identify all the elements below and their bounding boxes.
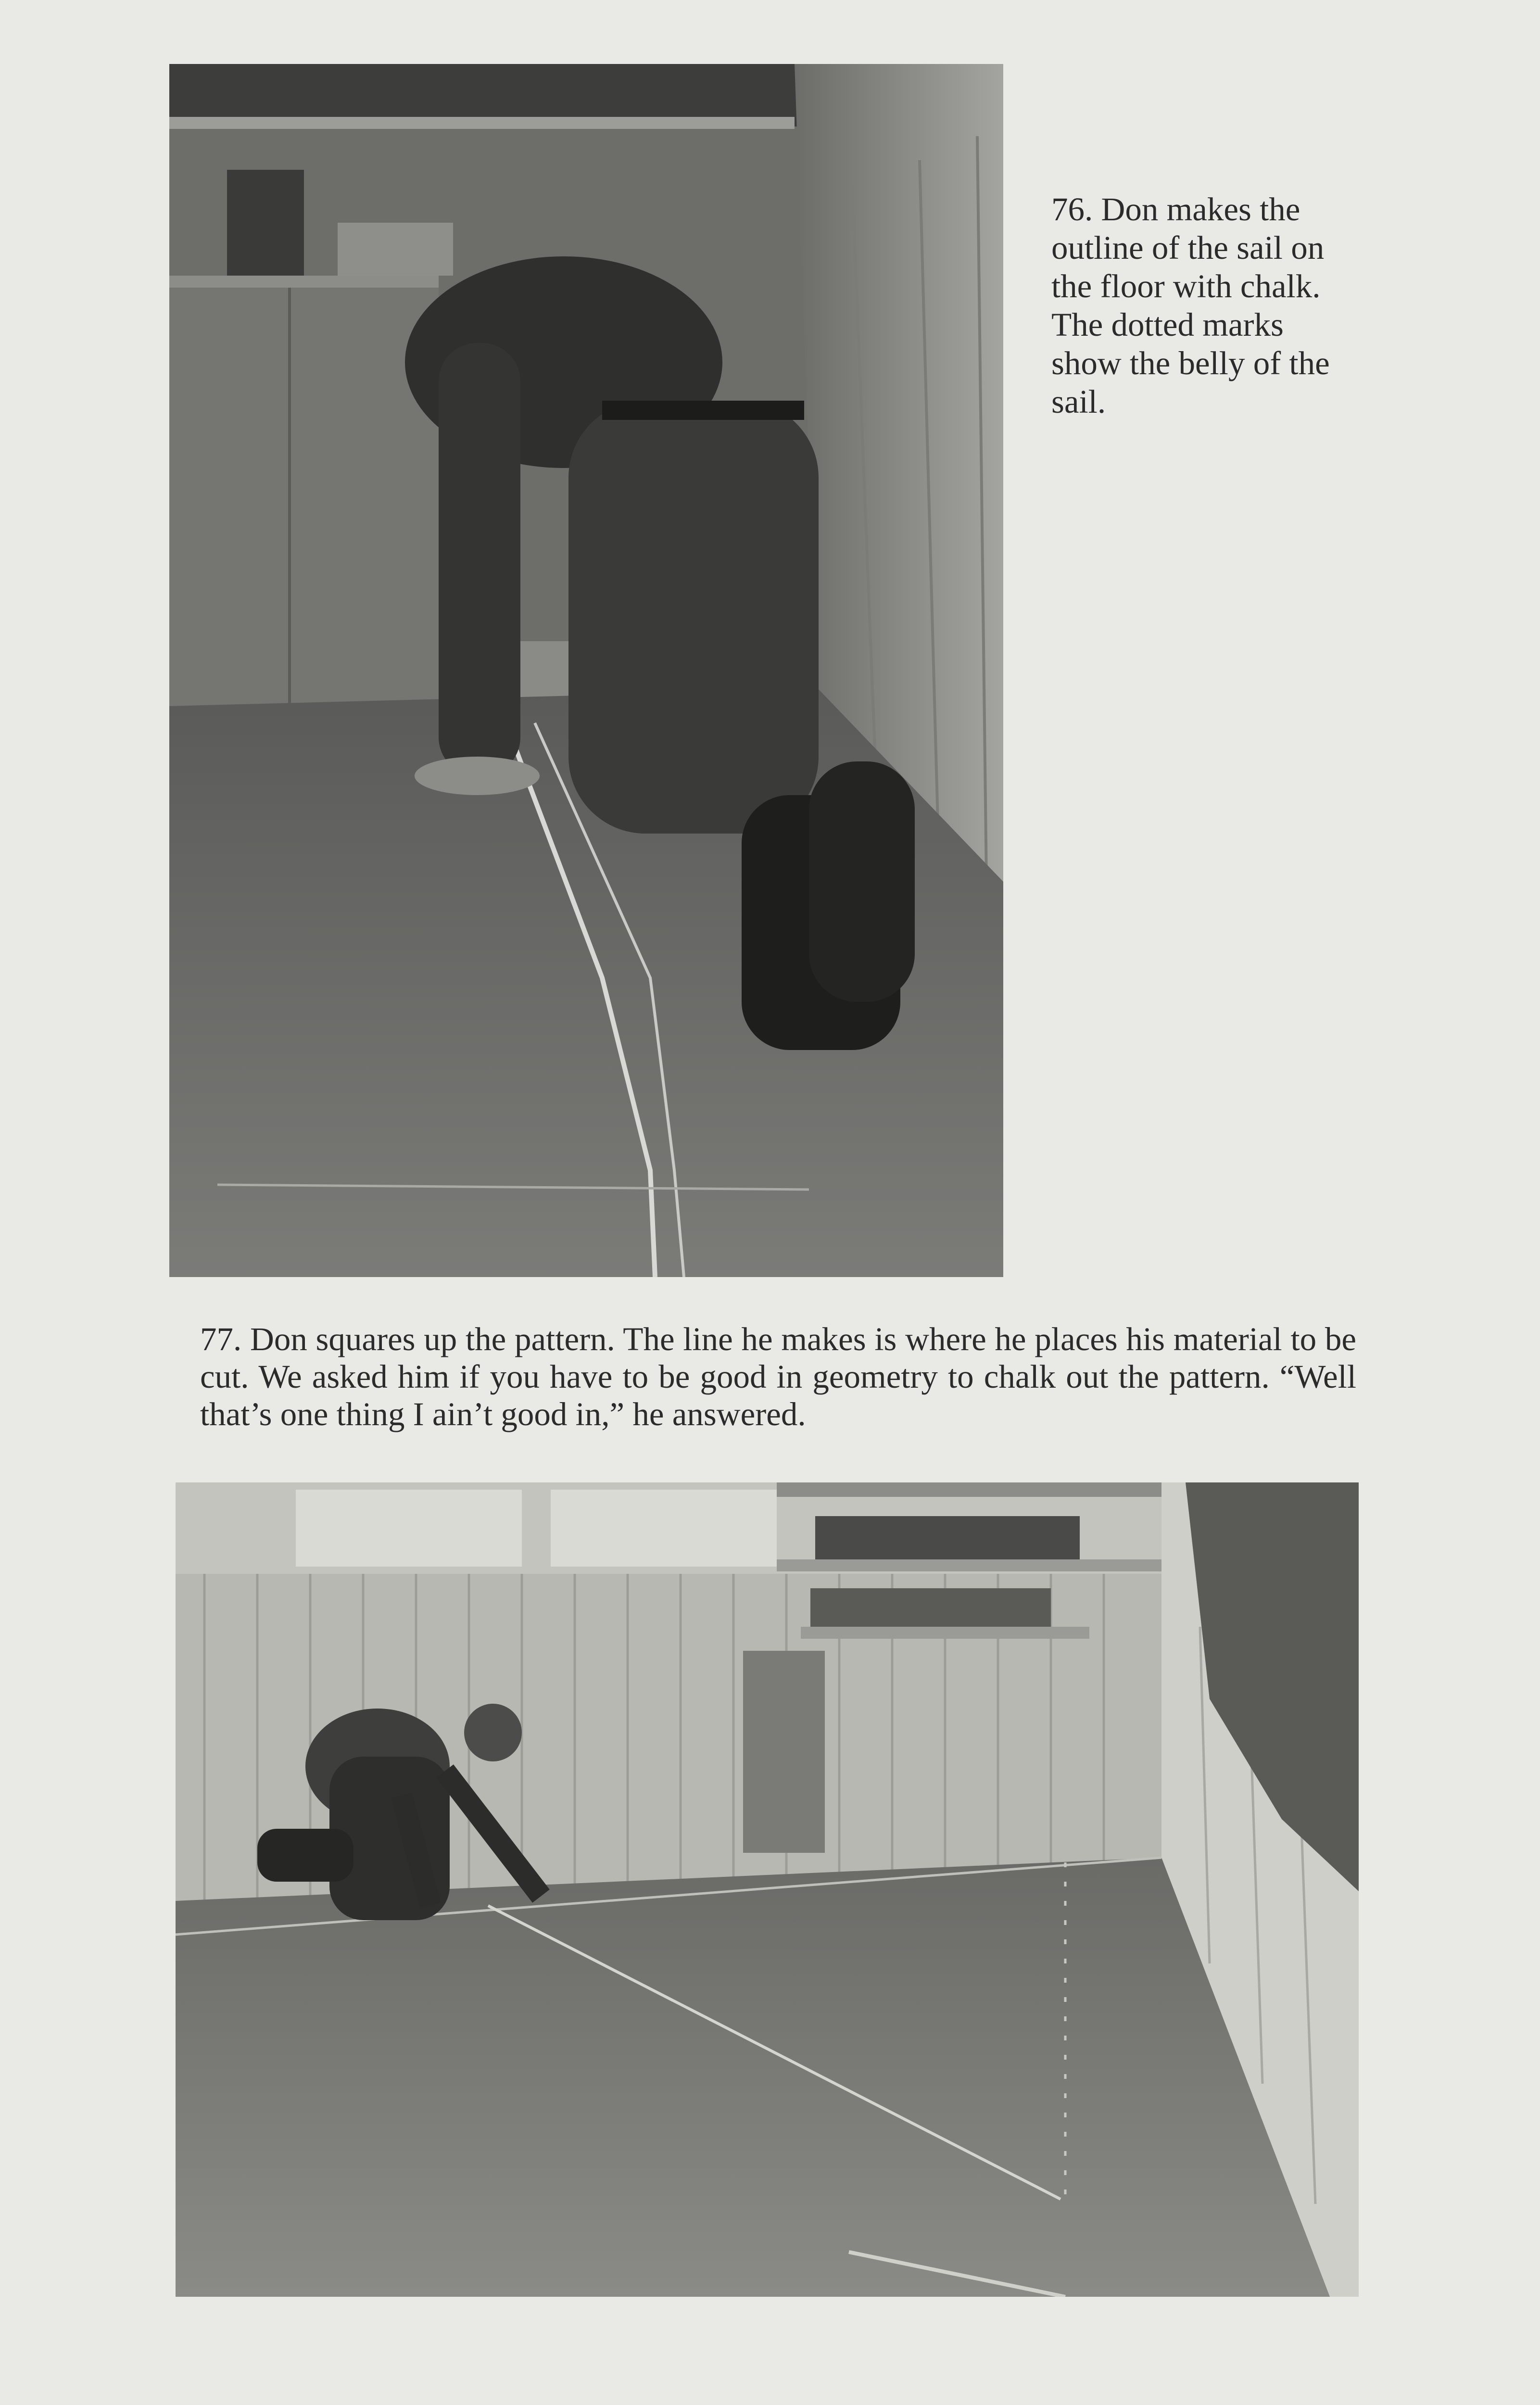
figure-77-caption: 77. Don squares up the pattern. The line he makes is where he places his material to be cut. We asked him if you have to be good in geometry to chalk out the pattern. “Well that’s one thing I ain’t good in,” he answered. (200, 1321, 1356, 1432)
figure-76-caption: 76. Don makes the outline of the sail on the floor with chalk. The dotted marks show the belly of the sail. (1051, 191, 1330, 420)
photo-76-man-chalking-sail-outline (169, 64, 1003, 1277)
photo-76-illustration (169, 64, 1003, 1277)
photo-77-illustration (176, 1482, 1359, 2297)
photo-77-man-squaring-pattern (176, 1482, 1359, 2297)
